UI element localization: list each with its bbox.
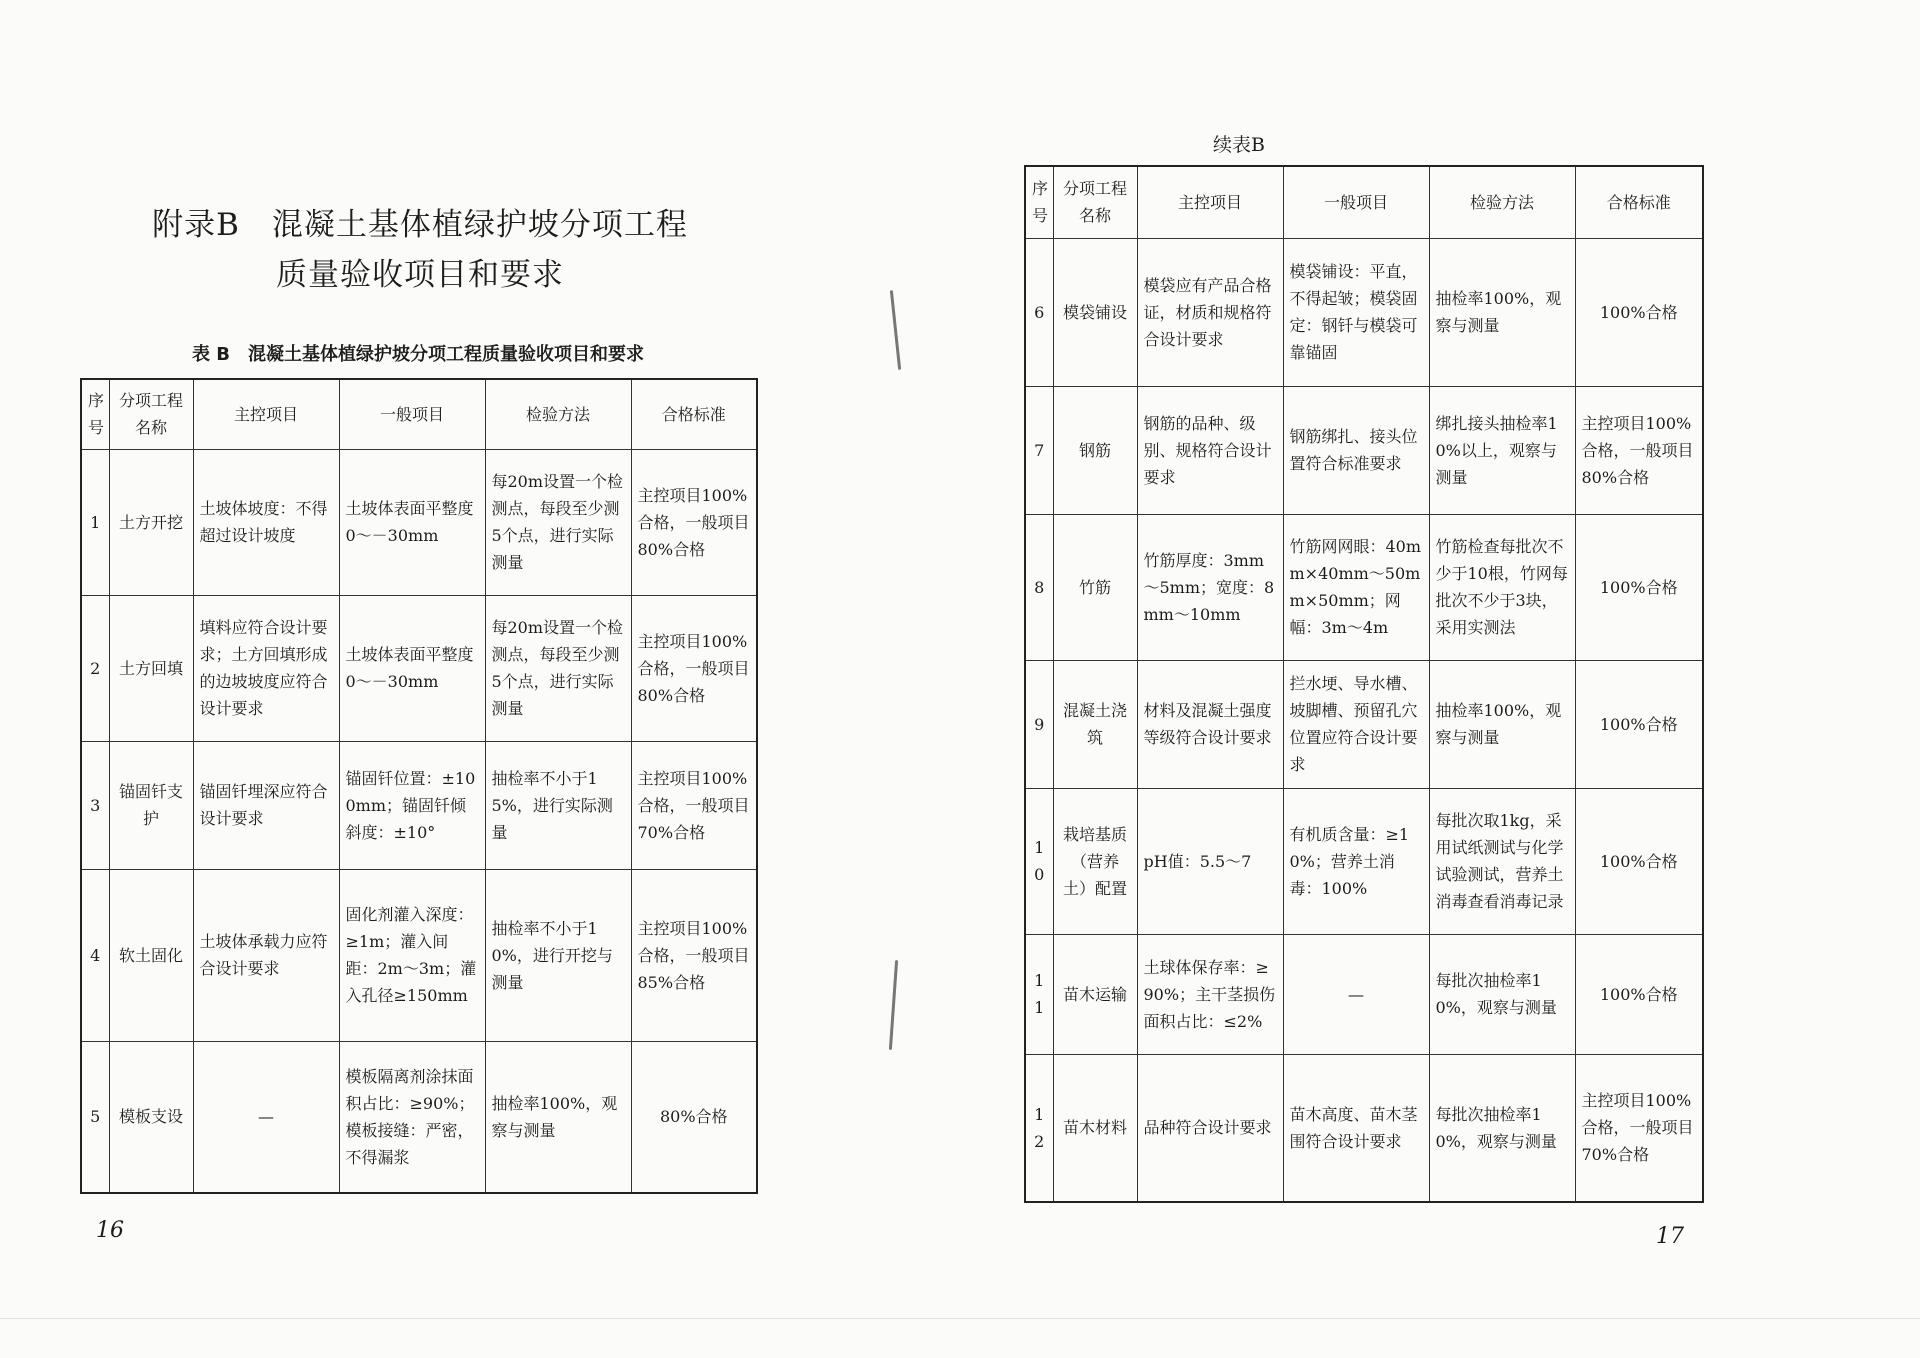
row-no: 9 [1025,660,1053,788]
page-number-right: 17 [1656,1224,1684,1249]
row-main: 土球体保存率：≥90%；主干茎损伤面积占比：≤2% [1137,934,1283,1054]
row-no: 6 [1025,238,1053,386]
row-name: 苗木材料 [1053,1054,1137,1202]
row-method: 抽检率100%，观察与测量 [1429,660,1575,788]
table-row [81,1041,757,1193]
row-main: 土坡体承载力应符合设计要求 [193,869,339,1041]
table-row [1025,514,1703,660]
row-no: 12 [1025,1054,1053,1202]
row-name: 土方开挖 [109,449,193,595]
row-method: 每批次抽检率10%，观察与测量 [1429,1054,1575,1202]
table-row [1025,788,1703,934]
row-main: 品种符合设计要求 [1137,1054,1283,1202]
row-main: 材料及混凝土强度等级符合设计要求 [1137,660,1283,788]
row-standard: 主控项目100%合格，一般项目80%合格 [631,449,757,595]
row-main: 钢筋的品种、级别、规格符合设计要求 [1137,386,1283,514]
row-name: 竹筋 [1053,514,1137,660]
row-standard: 100%合格 [1575,514,1703,660]
quality-table-right [1024,165,1704,1203]
header-main: 主控项目 [193,379,339,449]
row-general: 土坡体表面平整度0～－30mm [339,595,485,741]
row-standard: 主控项目100%合格，一般项目85%合格 [631,869,757,1041]
table-header-row [81,379,757,449]
table-row [1025,934,1703,1054]
appendix-title [100,200,740,300]
row-main: pH值：5.5～7 [1137,788,1283,934]
header-general: 一般项目 [1283,166,1429,238]
header-name: 分项工程名称 [109,379,193,449]
row-name: 混凝土浇筑 [1053,660,1137,788]
row-method: 竹筋检查每批次不少于10根，竹网每批次不少于3块，采用实测法 [1429,514,1575,660]
header-method: 检验方法 [1429,166,1575,238]
row-general: 固化剂灌入深度：≥1m；灌入间距：2m～3m；灌入孔径≥150mm [339,869,485,1041]
header-general: 一般项目 [339,379,485,449]
row-main: 锚固钎埋深应符合设计要求 [193,741,339,869]
row-general: 模板隔离剂涂抹面积占比：≥90%；模板接缝：严密，不得漏浆 [339,1041,485,1193]
row-main: 模袋应有产品合格证，材质和规格符合设计要求 [1137,238,1283,386]
row-general: — [1283,934,1429,1054]
row-no: 7 [1025,386,1053,514]
row-method: 抽检率不小于15%，进行实际测量 [485,741,631,869]
binding-mark [890,290,901,370]
row-name: 钢筋 [1053,386,1137,514]
row-no: 4 [81,869,109,1041]
row-main: 土坡体坡度：不得超过设计坡度 [193,449,339,595]
appendix-title-line2: 质量验收项目和要求 [276,257,564,293]
row-name: 锚固钎支护 [109,741,193,869]
row-main: 竹筋厚度：3mm～5mm；宽度：8mm～10mm [1137,514,1283,660]
row-general: 拦水埂、导水槽、坡脚槽、预留孔穴位置应符合设计要求 [1283,660,1429,788]
row-method: 抽检率不小于10%，进行开挖与测量 [485,869,631,1041]
row-general: 有机质含量：≥10%；营养土消毒：100% [1283,788,1429,934]
row-general: 土坡体表面平整度0～－30mm [339,449,485,595]
row-no: 8 [1025,514,1053,660]
binding-mark [889,960,898,1050]
row-general: 模袋铺设：平直，不得起皱；模袋固定：钢钎与模袋可靠锚固 [1283,238,1429,386]
row-name: 土方回填 [109,595,193,741]
table-row [1025,238,1703,386]
row-standard: 100%合格 [1575,788,1703,934]
row-general: 钢筋绑扎、接头位置符合标准要求 [1283,386,1429,514]
table-row [1025,386,1703,514]
row-no: 11 [1025,934,1053,1054]
scan-edge-line [0,1318,1920,1319]
quality-table-left [80,378,758,1194]
table-row [81,869,757,1041]
row-standard: 80%合格 [631,1041,757,1193]
row-standard: 主控项目100%合格，一般项目80%合格 [631,595,757,741]
row-general: 竹筋网网眼：40mm×40mm～50mm×50mm；网幅：3m～4m [1283,514,1429,660]
header-name: 分项工程名称 [1053,166,1137,238]
row-method: 绑扎接头抽检率10%以上，观察与测量 [1429,386,1575,514]
header-main: 主控项目 [1137,166,1283,238]
header-no: 序号 [1025,166,1053,238]
row-method: 抽检率100%，观察与测量 [485,1041,631,1193]
row-no: 3 [81,741,109,869]
row-standard: 100%合格 [1575,934,1703,1054]
table-row [1025,660,1703,788]
table-row [81,449,757,595]
row-no: 1 [81,449,109,595]
row-general: 苗木高度、苗木茎围符合设计要求 [1283,1054,1429,1202]
row-standard: 主控项目100%合格，一般项目80%合格 [1575,386,1703,514]
row-main: — [193,1041,339,1193]
table-row [1025,1054,1703,1202]
header-method: 检验方法 [485,379,631,449]
row-name: 模板支设 [109,1041,193,1193]
table-caption: 表 B 混凝土基体植绿护坡分项工程质量验收项目和要求 [192,344,644,365]
header-standard: 合格标准 [1575,166,1703,238]
header-no: 序号 [81,379,109,449]
row-no: 2 [81,595,109,741]
row-method: 抽检率100%，观察与测量 [1429,238,1575,386]
row-main: 填料应符合设计要求；土方回填形成的边坡坡度应符合设计要求 [193,595,339,741]
row-no: 5 [81,1041,109,1193]
row-name: 栽培基质（营养土）配置 [1053,788,1137,934]
row-method: 每20m设置一个检测点，每段至少测5个点，进行实际测量 [485,449,631,595]
continued-caption: 续表B [1213,134,1265,156]
appendix-title-line1: 附录B 混凝土基体植绿护坡分项工程 [152,207,688,243]
row-method: 每20m设置一个检测点，每段至少测5个点，进行实际测量 [485,595,631,741]
row-standard: 主控项目100%合格，一般项目70%合格 [631,741,757,869]
header-standard: 合格标准 [631,379,757,449]
table-row [81,741,757,869]
row-name: 模袋铺设 [1053,238,1137,386]
row-general: 锚固钎位置：±100mm；锚固钎倾斜度：±10° [339,741,485,869]
row-name: 软土固化 [109,869,193,1041]
table-row [81,595,757,741]
row-method: 每批次抽检率10%，观察与测量 [1429,934,1575,1054]
row-method: 每批次取1kg，采用试纸测试与化学试验测试，营养土消毒查看消毒记录 [1429,788,1575,934]
row-standard: 100%合格 [1575,660,1703,788]
row-standard: 主控项目100%合格，一般项目70%合格 [1575,1054,1703,1202]
row-name: 苗木运输 [1053,934,1137,1054]
page-number-left: 16 [96,1218,124,1243]
row-standard: 100%合格 [1575,238,1703,386]
table-header-row [1025,166,1703,238]
row-no: 10 [1025,788,1053,934]
